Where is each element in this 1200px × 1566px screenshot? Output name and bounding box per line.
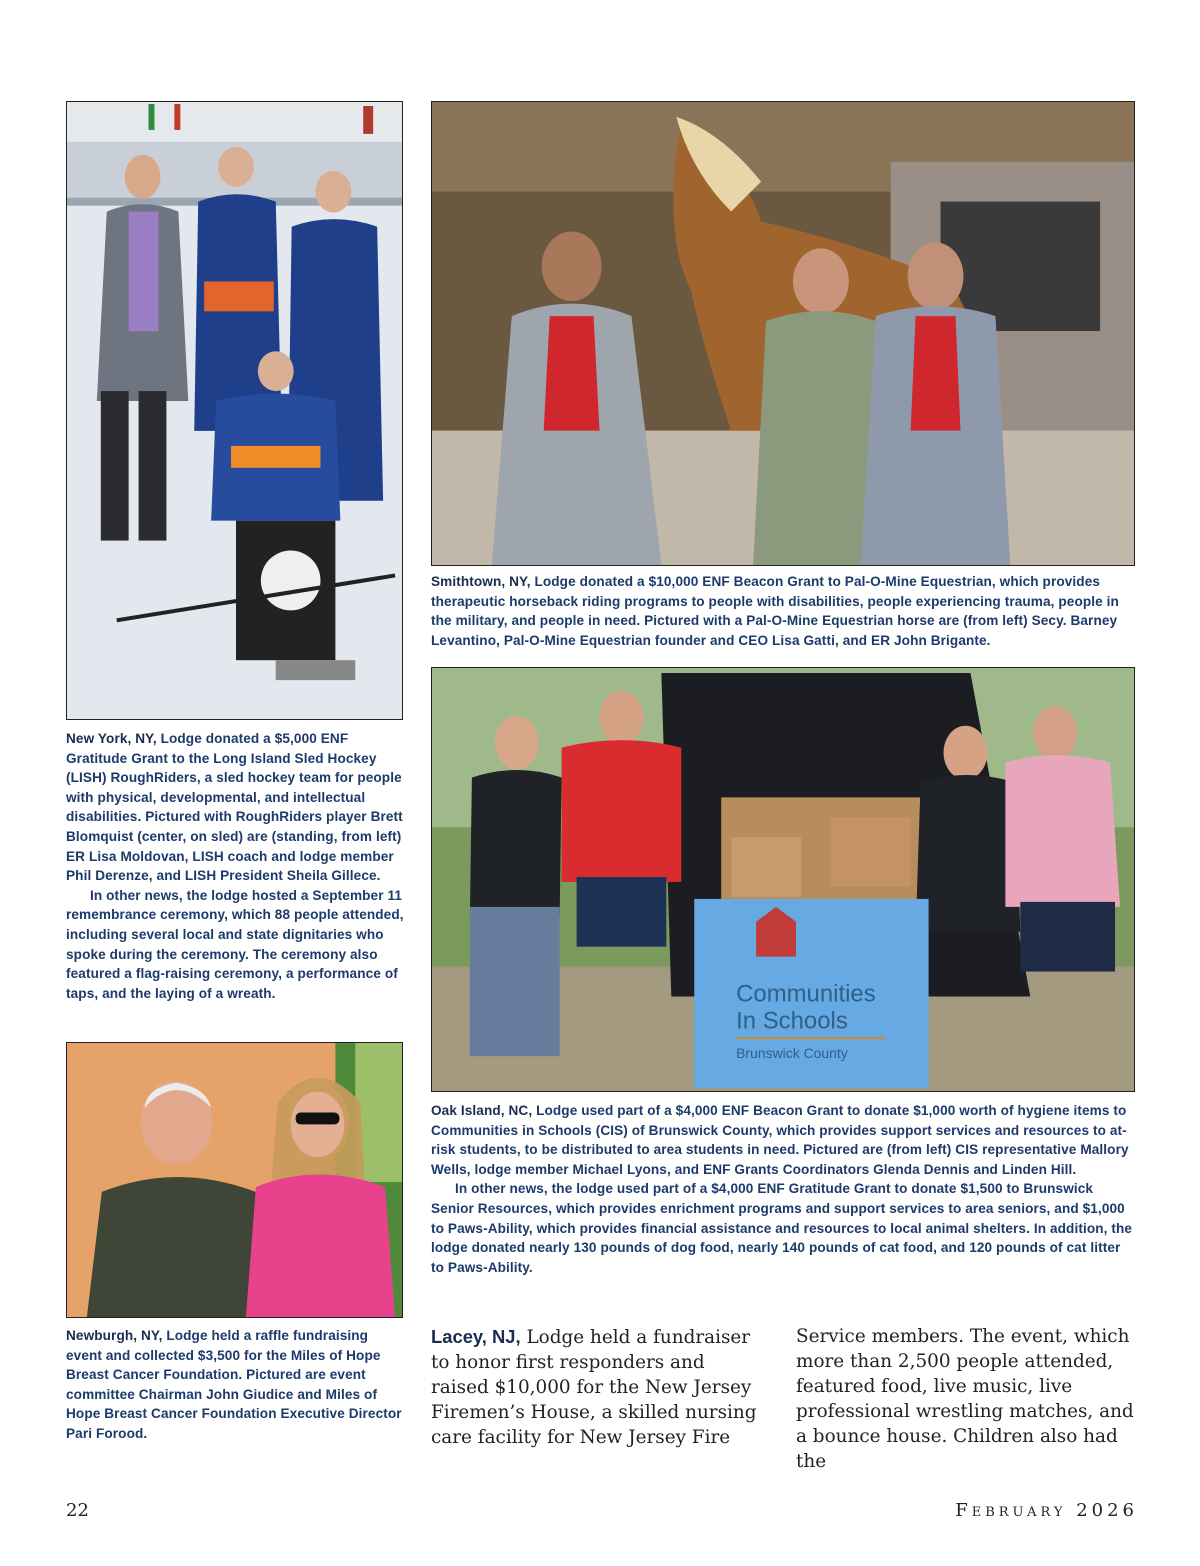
- caption-text: Lodge donated a $10,000 ENF Beacon Grant to Pal-O-Mine Equestrian, which provides therapeutic horseback riding programs to people with disabilities, people experiencing trauma, people in the military, and people in need. Pictured with a Pal-O-Mine Equestrian horse are (from left) Secy. Barney Levantino, Pal-O-Mine Equestrian founder and CEO Lisa Gatti, and ER John Brigante.: [431, 574, 1119, 648]
- sled-hockey-image: [67, 102, 402, 719]
- cis-sign-line-2: In Schools: [736, 1007, 848, 1035]
- article-text-col1: Lodge held a fundraiser to honor first responders and raised $10,000 for the New Jersey Firemen’s House, a skilled nursing care facility for New Jersey Fire: [431, 1327, 757, 1448]
- page-number: 22: [66, 1500, 89, 1521]
- caption-smithtown: [431, 572, 1137, 650]
- photo-newburgh: [66, 1042, 403, 1318]
- article-column-2: [796, 1324, 1141, 1474]
- cis-sign-line-3: Brunswick County: [736, 1045, 848, 1062]
- photo-cis: [431, 667, 1135, 1092]
- cis-sign-line-1: Communities: [736, 980, 876, 1008]
- caption-place: Smithtown, NY,: [431, 574, 531, 589]
- caption-oak-island-paragraph-2: In other news, the lodge used part of a $4,000 ENF Gratitude Grant to donate $1,500 to Brunswick Senior Resources, which provides enrichment programs and support services to area seniors, and $1,000 to Paws-Ability, which provides financial assistance and resources to local animal shelters. In addition, the lodge donated nearly 130 pounds of dog food, nearly 140 pounds of cat food, and 120 pounds of cat litter to Paws-Ability.: [431, 1181, 1133, 1275]
- article-place: Lacey, NJ,: [431, 1326, 521, 1347]
- caption-text: Lodge held a raffle fundraising event and collected $3,500 for the Miles of Hope Breast Cancer Foundation. Pictured are event committee Chairman John Giudice and Miles of Hope Breast Cancer Foundation Executive Director Pari Forood.: [66, 1328, 402, 1441]
- issue-date: February 2026: [955, 1500, 1138, 1521]
- caption-smithtown-paragraph: [431, 572, 1137, 650]
- caption-new-york: [66, 729, 406, 1003]
- caption-newburgh-paragraph: [66, 1326, 406, 1444]
- caption-newburgh: [66, 1326, 406, 1444]
- photo-horse: [431, 101, 1135, 566]
- horse-image: [432, 102, 1134, 565]
- caption-text: Lodge donated a $5,000 ENF Gratitude Grant to the Long Island Sled Hockey (LISH) RoughRiders, a sled hockey team for people with physical, developmental, and intellectual disabilities. Pictured with RoughRiders player Brett Blomquist (center, on sled) are (standing, from left) ER Lisa Moldovan, LISH coach and lodge member Phil Derenze, and LISH President Sheila Gillece.: [66, 731, 403, 884]
- caption-text: Lodge used part of a $4,000 ENF Beacon Grant to donate $1,000 worth of hygiene items to Communities in Schools (CIS) of Brunswick County, which provides support services and resources to at-risk students, to be distributed to area students in need. Pictured are (from left) CIS representative Mallory Wells, lodge member Michael Lyons, and ENF Grants Coordinators Glenda Dennis and Linden Hill.: [431, 1103, 1129, 1177]
- caption-oak-island-paragraph: [431, 1101, 1137, 1179]
- newburgh-image: [67, 1043, 402, 1317]
- caption-new-york-paragraph-2: In other news, the lodge hosted a September 11 remembrance ceremony, which 88 people attended, including several local and state dignitaries who spoke during the ceremony. The ceremony also featured a flag-raising ceremony, a performance of taps, and the laying of a wreath.: [66, 887, 404, 1001]
- cis-image: [432, 668, 1134, 1091]
- caption-place: New York, NY,: [66, 731, 157, 746]
- caption-place: Oak Island, NC,: [431, 1103, 533, 1118]
- article-text-col2: Service members. The event, which more than 2,500 people attended, featured food, live music, live professional wrestling matches, and a bounce house. Children also had the: [796, 1326, 1134, 1472]
- photo-sled-hockey: [66, 101, 403, 720]
- caption-oak-island: [431, 1101, 1137, 1277]
- article-column-1: [431, 1324, 761, 1450]
- caption-place: Newburgh, NY,: [66, 1328, 163, 1343]
- caption-new-york-paragraph: [66, 729, 406, 886]
